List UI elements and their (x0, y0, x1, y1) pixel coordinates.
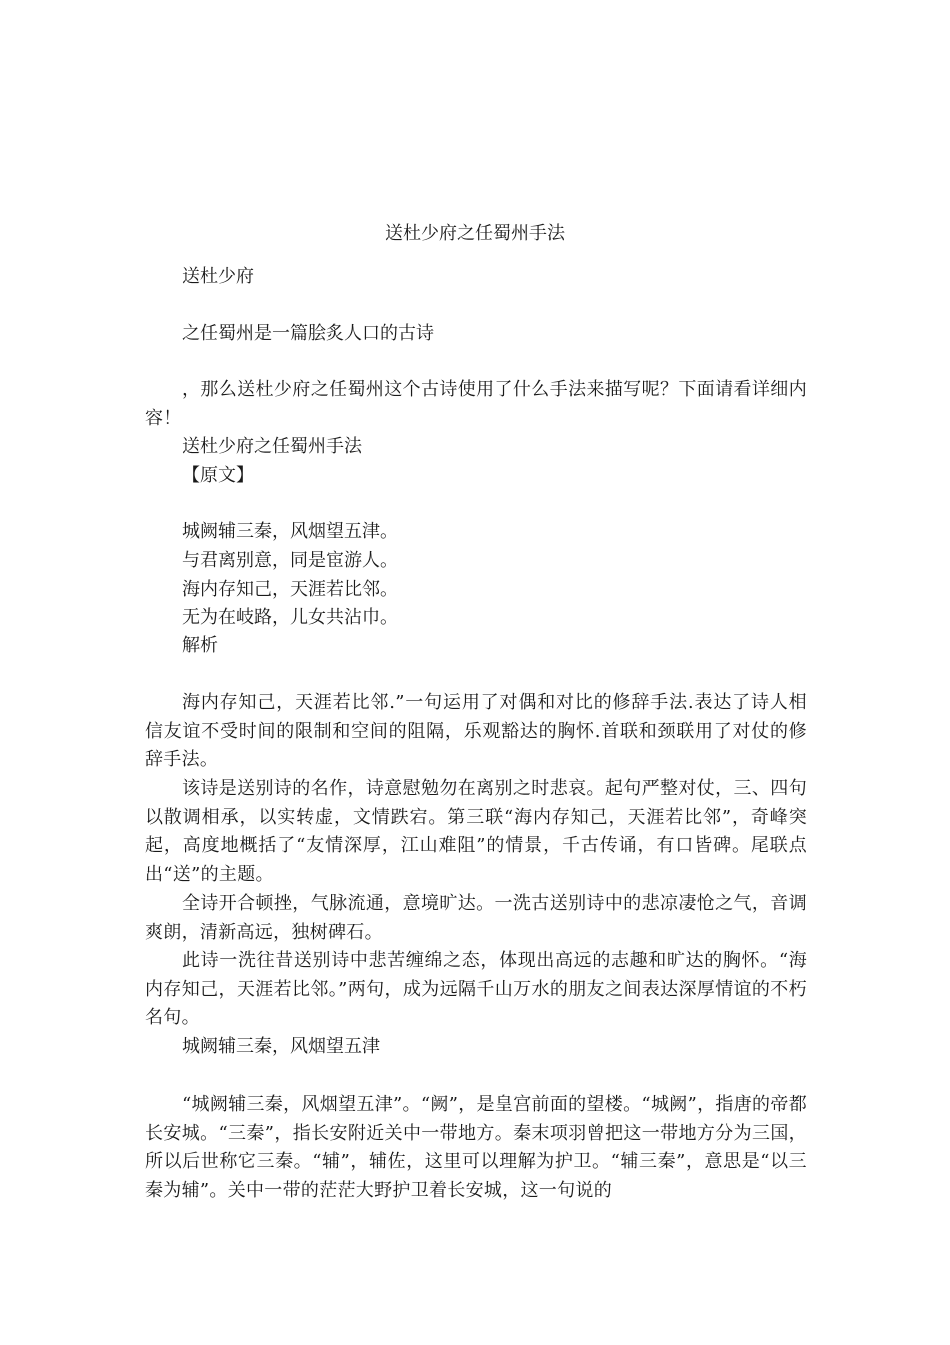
intro-line-1: 送杜少府 (182, 266, 254, 287)
commentary-paragraph: “城阙辅三秦，风烟望五津”。“阙”，是皇宫前面的望楼。“城阙”，指唐的帝都长安城。“三秦”，指长安附近关中一带地方。秦末项羽曾把这一带地方分为三国，所以后世称它三秦。“辅”，辅佐，这里可以理解为护卫。“辅三秦”，意思是“以三秦为辅”。关中一带的茫茫大野护卫着长安城，这一句说的 (145, 1094, 807, 1201)
original-text-label: 【原文】 (182, 465, 254, 486)
analysis-label: 解析 (182, 635, 218, 656)
poem-line-1: 城阙辅三秦，风烟望五津。 (182, 521, 398, 542)
document-title: 送杜少府之任蜀州手法 (385, 223, 565, 244)
section-heading: 送杜少府之任蜀州手法 (182, 436, 362, 457)
analysis-paragraph-4: 此诗一洗往昔送别诗中悲苦缠绵之态，体现出高远的志趣和旷达的胸怀。“海内存知己，天涯若比邻。”两句，成为远隔千山万水的朋友之间表达深厚情谊的不朽名句。 (145, 950, 807, 1028)
subheading: 城阙辅三秦，风烟望五津 (182, 1036, 380, 1057)
analysis-paragraph-1: 海内存知己，天涯若比邻.”一句运用了对偶和对比的修辞手法.表达了诗人相信友谊不受时间的限制和空间的阻隔，乐观豁达的胸怀.首联和颈联用了对仗的修辞手法。 (145, 692, 807, 770)
intro-line-2: 之任蜀州是一篇脍炙人口的古诗 (182, 323, 434, 344)
analysis-paragraph-2: 该诗是送别诗的名作，诗意慰勉勿在离别之时悲哀。起句严整对仗，三、四句以散调相承，以实转虚，文情跌宕。第三联“海内存知己，天涯若比邻”，奇峰突起，高度地概括了“友情深厚，江山难阻”的情景，千古传诵，有口皆碑。尾联点出“送”的主题。 (145, 778, 807, 885)
intro-paragraph: ，那么送杜少府之任蜀州这个古诗使用了什么手法来描写呢？下面请看详细内容！ (145, 379, 807, 429)
poem-line-4: 无为在岐路，儿女共沾巾。 (182, 607, 398, 628)
poem-line-2: 与君离别意，同是宦游人。 (182, 550, 398, 571)
analysis-paragraph-3: 全诗开合顿挫，气脉流通，意境旷达。一洗古送别诗中的悲凉凄怆之气，音调爽朗，清新高远，独树碑石。 (145, 893, 807, 943)
poem-line-3: 海内存知己，天涯若比邻。 (182, 579, 398, 600)
